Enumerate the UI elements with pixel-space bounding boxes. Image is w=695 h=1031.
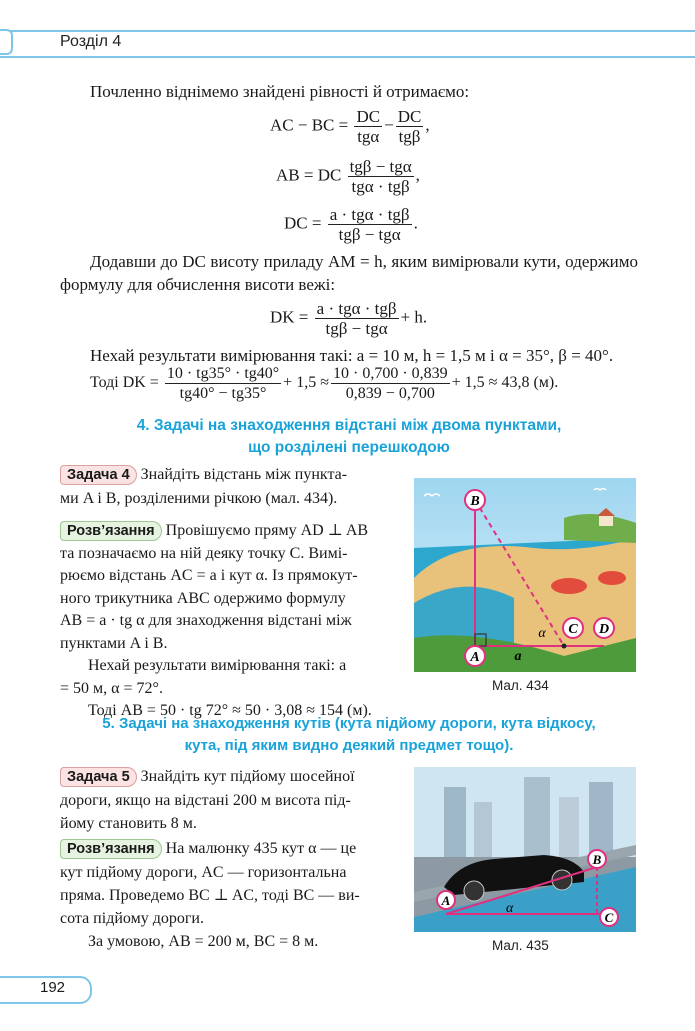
equation-2: AB = DC $\frac{\text{tgβ − tgα}}{\text{tgα · tgβ}}$ , xyxy=(276,157,420,196)
solution-5: Розв’язання На малюнку 435 кут α — це кут підйому дороги, AC — горизонтальна пряма. Проведемо BC ⊥ AC, тоді BC — ви- сота підйому дороги. За умовою, AB = 200 м, BC = 8 м. xyxy=(60,840,360,950)
label-alpha: α xyxy=(538,626,546,641)
label-a: A xyxy=(470,650,480,665)
solution-4: Розв’язання Провішуємо пряму AD ⊥ AB та позначаємо на ній деяку точку C. Вимі- рюємо відстань AC = a і кут α. Із прямокут- ного трикутника ABC одержимо формулу AB = a · tg α для знаходження відстані між пунктами A і B. Нехай результати вимірювання такі: a = 50 м, α = 72°. Тоді AB = 50 · tg 72° ≈ 50 · 3,08 ≈ 154 (м). xyxy=(60,522,372,719)
section-title: Розділ 4 xyxy=(60,33,122,50)
label-alpha: α xyxy=(506,901,514,916)
intro-text: Почленно віднімемо знайдені рівності й отримаємо: xyxy=(90,82,470,101)
equation-1: AC − BC = $\frac{DC}{\text{tgα}}$ − $\frac{DC}{\text{tgβ}}$ , xyxy=(270,107,430,146)
solution-5-label: Розв’язання xyxy=(60,839,162,859)
label-b: B xyxy=(470,494,480,509)
header-tab-shape xyxy=(0,24,16,60)
paragraph-2: Додавши до DC висоту приладу AM = h, яким вимірювали кути, одержимо формулу для обчислення висоти вежі: xyxy=(60,252,638,294)
label-c: C xyxy=(568,622,578,637)
equation-3: DC = $\frac{\text{a · tgα · tgβ}}{\text{tgβ − tgα}}$ . xyxy=(284,205,418,244)
task-5: Задача 5 Знайдіть кут підйому шосейної дороги, якщо на відстані 200 м висота під- йому становить 8 м. xyxy=(60,768,355,832)
task-4: Задача 4 Знайдіть відстань між пункта- ми A і B, розділеними річкою (мал. 434). xyxy=(60,466,348,507)
section-4-heading: 4. Задачі на знаходження відстані між двома пунктами, що розділені перешкодою xyxy=(136,417,562,456)
paragraph-3: Нехай результати вимірювання такі: a = 10 м, h = 1,5 м і α = 35°, β = 40°. xyxy=(90,346,614,365)
label-b: B xyxy=(592,852,602,867)
page-number: 192 xyxy=(40,979,66,996)
equation-5: Тоді DK = $\frac{10 \cdot tg35^\circ \cdot tg40^\circ}{tg40^\circ - tg35^\circ}$ + 1,5 ≈ $\frac{10 \cdot 0,700 \cdot 0,839}{0,839 - 0,700}$ + 1,5 ≈ 43,8 (м). xyxy=(90,365,559,402)
task-4-label: Задача 4 xyxy=(60,465,137,485)
label-a-length: a xyxy=(514,649,522,664)
task-5-label: Задача 5 xyxy=(60,767,137,787)
label-a: A xyxy=(441,893,451,908)
figure-434 xyxy=(414,478,636,672)
solution-4-label: Розв’язання xyxy=(60,521,162,541)
label-d: D xyxy=(598,622,610,637)
section-5-heading: 5. Задачі на знаходження кутів (кута підйому дороги, кута відкосу, кута, під яким видно деякий предмет тощо). xyxy=(102,715,596,754)
figure-435 xyxy=(414,767,636,932)
label-c: C xyxy=(604,910,614,925)
caption-434: Мал. 434 xyxy=(492,678,549,693)
equation-4: DK = $\frac{\text{a · tgα · tgβ}}{\text{tgβ − tgα}}$ + h. xyxy=(270,299,428,338)
caption-435: Мал. 435 xyxy=(492,938,549,953)
